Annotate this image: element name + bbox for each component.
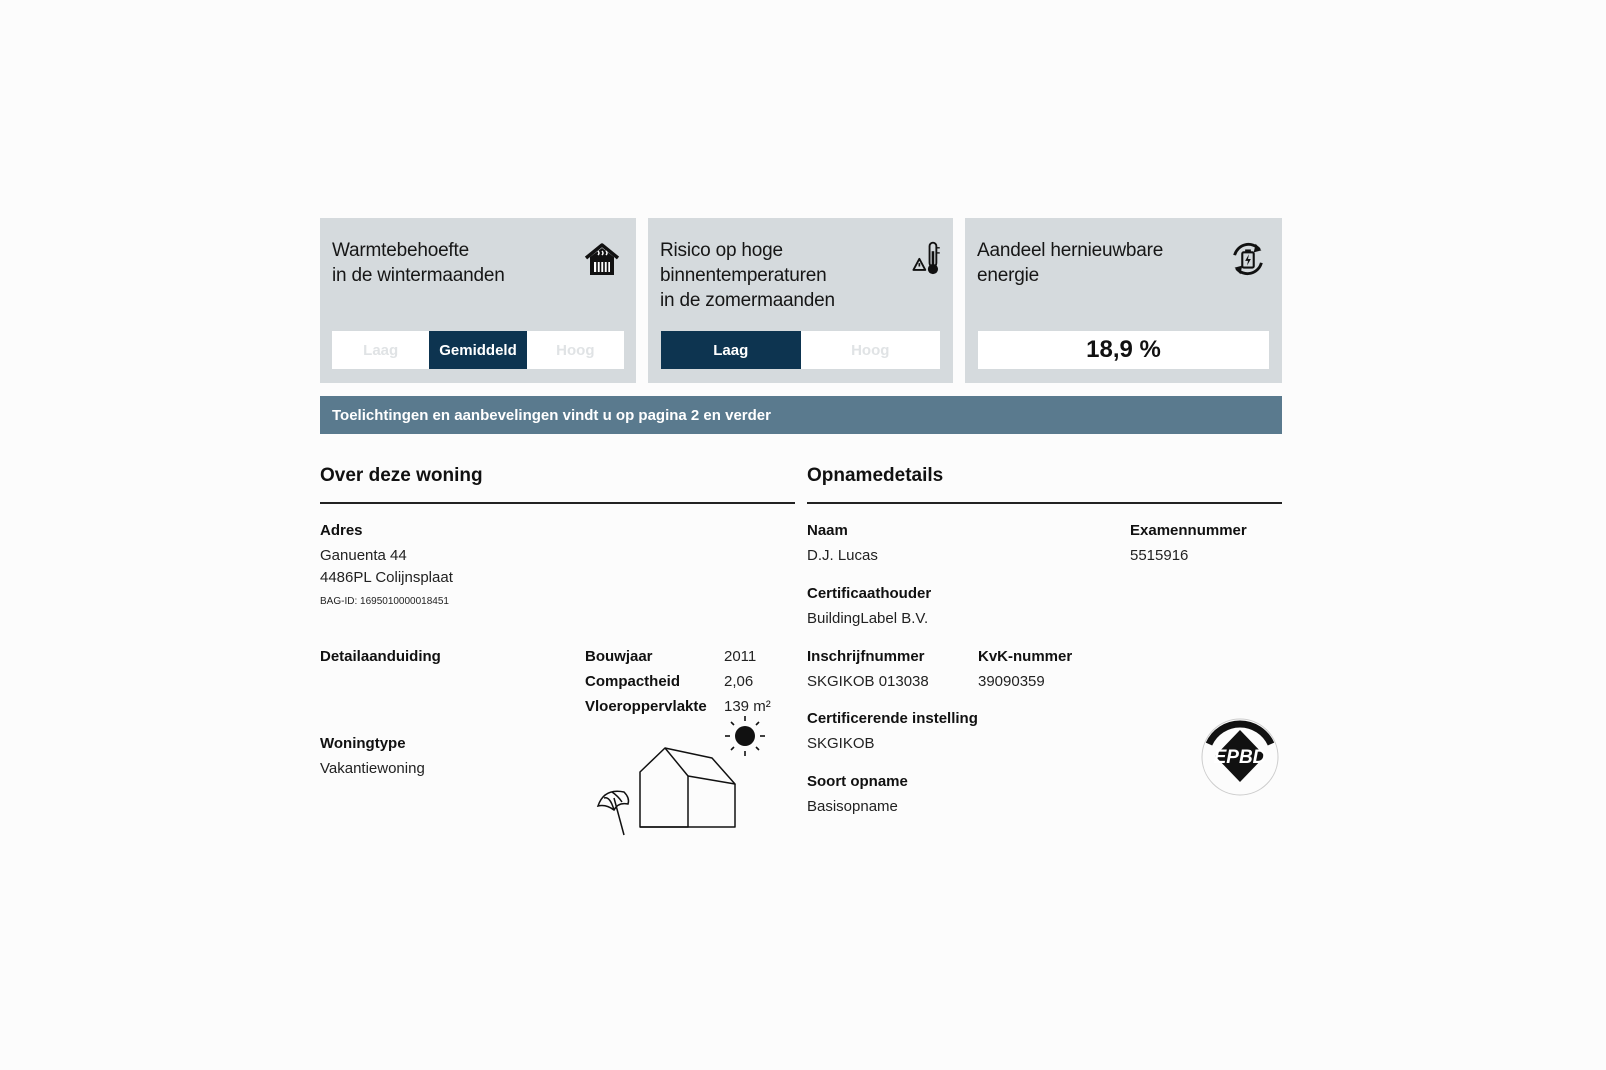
kvk-number-value: 39090359 (978, 673, 1045, 690)
registration-number-value: SKGIKOB 013038 (807, 673, 929, 690)
floor-area-value: 139 m² (724, 698, 771, 715)
renewable-share-title: Aandeel hernieuwbare energie (977, 240, 1164, 286)
vacation-house-icon (590, 712, 770, 842)
overheat-option-high: Hoog (851, 341, 890, 359)
renewable-energy-icon (1227, 238, 1269, 280)
inspection-section-rule (807, 502, 1282, 504)
compactness-label: Compactheid (585, 673, 681, 690)
overheat-option-low: Laag (661, 331, 801, 369)
name-value: D.J. Lucas (807, 547, 878, 564)
house-section-rule (320, 502, 795, 504)
name-label: Naam (807, 522, 848, 539)
house-type-label: Woningtype (320, 735, 406, 752)
inspection-section-title: Opnamedetails (807, 465, 944, 486)
inspection-type-value: Basisopname (807, 798, 898, 815)
detail-label: Detailaanduiding (320, 648, 441, 665)
heat-demand-scale (332, 331, 624, 369)
registration-number-label: Inschrijfnummer (807, 648, 925, 665)
certificate-holder-label: Certificaathouder (807, 585, 932, 602)
overheating-risk-title: Risico op hoge binnentemperaturen in de zomermaanden (660, 240, 835, 311)
heat-option-medium: Gemiddeld (429, 331, 526, 369)
explanation-banner: Toelichtingen en aanbevelingen vindt u op pagina 2 en verder (320, 396, 1282, 434)
exam-number-label: Examennummer (1130, 522, 1247, 539)
floor-area-label: Vloeroppervlakte (585, 698, 707, 715)
address-line-1: Ganuenta 44 (320, 547, 407, 564)
heat-demand-panel (320, 218, 636, 383)
house-heating-icon (582, 240, 622, 280)
renewable-share-value: 18,9 % (978, 331, 1269, 369)
overheating-risk-scale (661, 331, 940, 369)
certifying-body-label: Certificerende instelling (807, 710, 978, 727)
build-year-value: 2011 (724, 648, 757, 665)
kvk-number-label: KvK-nummer (978, 648, 1073, 665)
heat-option-low: Laag (363, 341, 399, 359)
overheating-risk-panel (648, 218, 953, 383)
renewable-share-panel (965, 218, 1282, 383)
certifying-body-value: SKGIKOB (807, 735, 875, 752)
house-type-value: Vakantiewoning (320, 760, 425, 777)
compactness-value: 2,06 (724, 673, 754, 690)
bag-id: BAG-ID: 1695010000018451 (320, 596, 449, 607)
inspection-type-label: Soort opname (807, 773, 908, 790)
address-label: Adres (320, 522, 363, 539)
address-line-2: 4486PL Colijnsplaat (320, 569, 453, 586)
heat-option-high: Hoog (556, 341, 595, 359)
svg-text:EPBD: EPBD (1213, 747, 1267, 768)
heat-demand-title: Warmtebehoefte in de wintermaanden (332, 240, 505, 286)
build-year-label: Bouwjaar (585, 648, 653, 665)
thermometer-warning-icon (910, 238, 944, 278)
epbd-logo-icon (1195, 712, 1285, 802)
certificate-holder-value: BuildingLabel B.V. (807, 610, 929, 627)
house-section-title: Over deze woning (320, 465, 483, 486)
exam-number-value: 5515916 (1130, 547, 1189, 564)
